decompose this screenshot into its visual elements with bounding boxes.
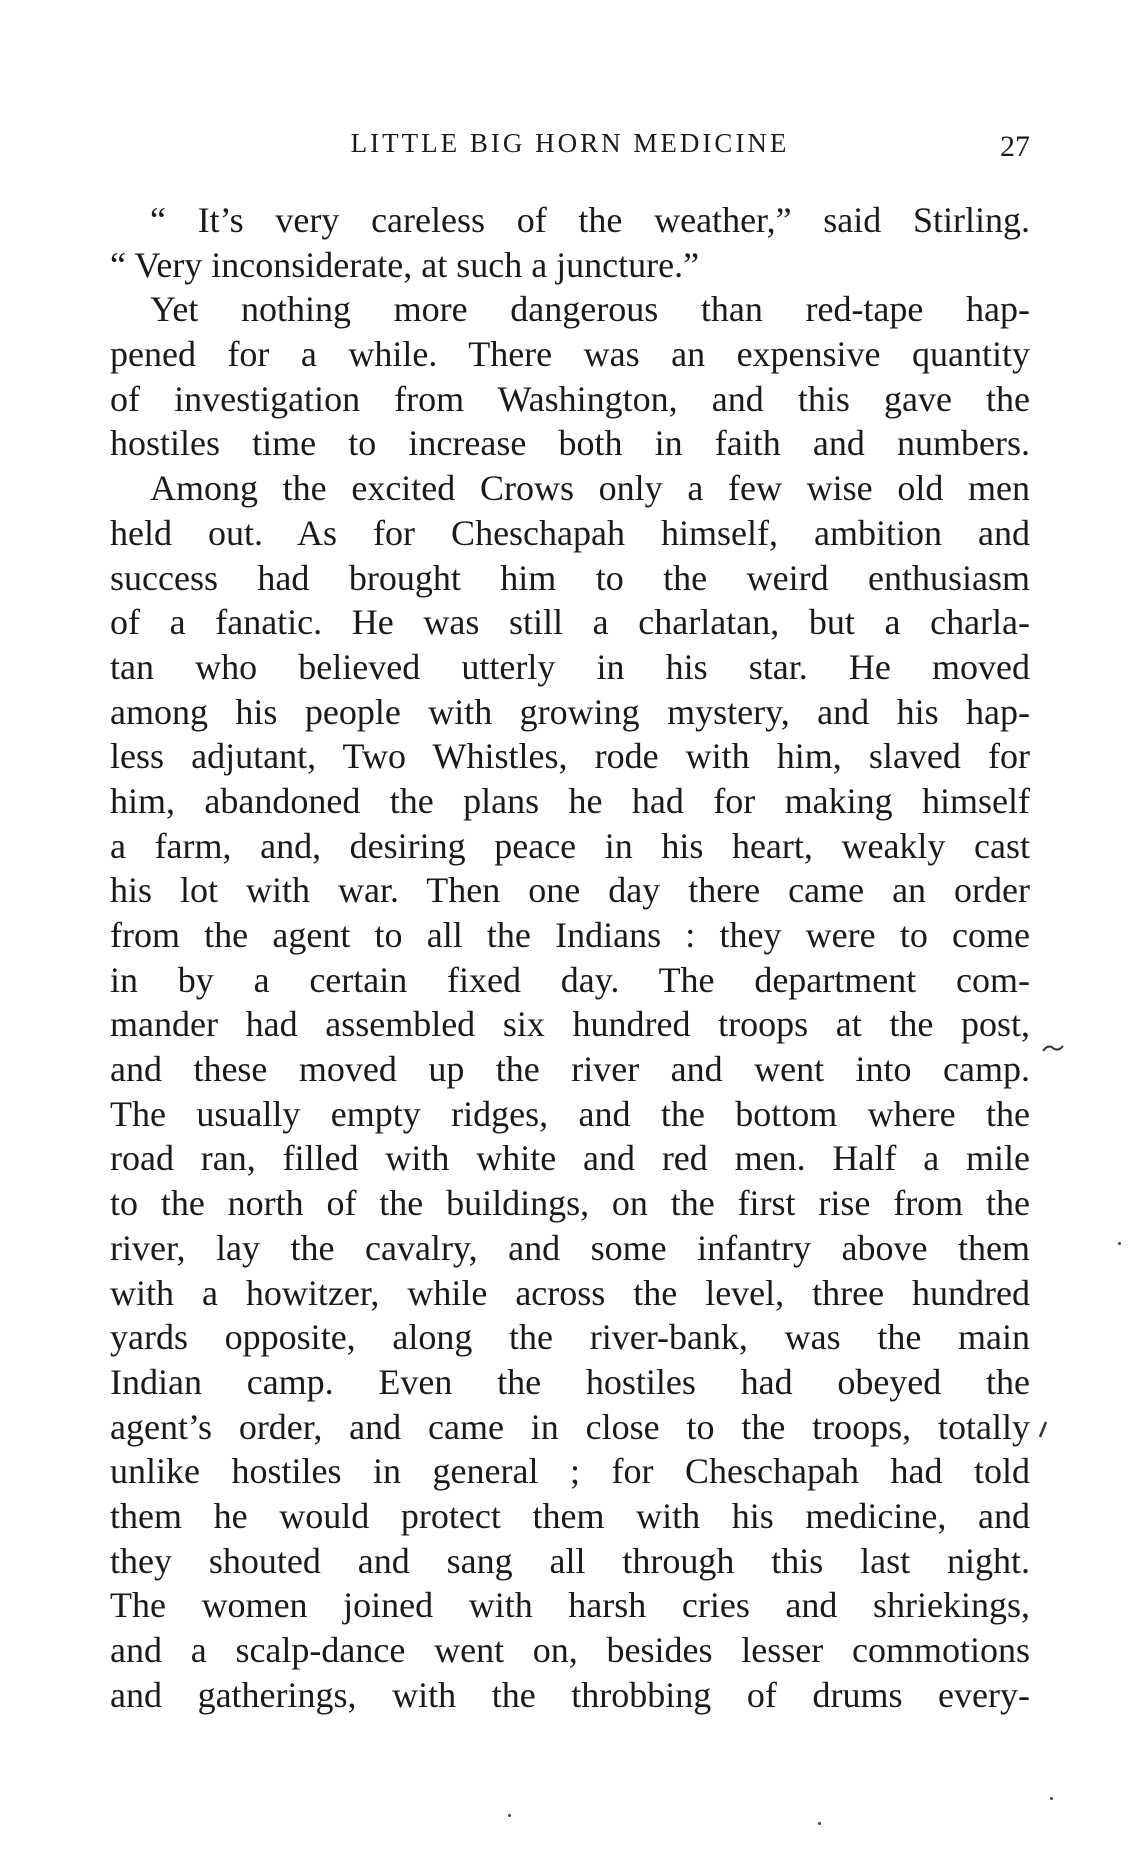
- text-line: road ran, filled with white and red men. Half a mile: [110, 1138, 1030, 1179]
- text-line: of a fanatic. He was still a charlatan, but a charla-: [110, 602, 1030, 643]
- body-text: [110, 198, 1030, 1717]
- margin-dot: [508, 1814, 511, 1817]
- text-line: The women joined with harsh cries and shriekings,: [110, 1585, 1030, 1626]
- text-line: his lot with war. Then one day there came an order: [110, 870, 1030, 911]
- text-line: with a howitzer, while across the level, three hundred: [110, 1272, 1030, 1313]
- text-line: in by a certain fixed day. The department com-: [110, 959, 1030, 1000]
- text-line: pened for a while. There was an expensive quantity: [110, 334, 1030, 375]
- margin-tilde-mark: [1042, 1042, 1064, 1054]
- margin-dot: [1050, 1797, 1053, 1800]
- text-line: Yet nothing more dangerous than red-tape hap-: [150, 289, 1030, 330]
- text-line: unlike hostiles in general ; for Cheschapah had told: [110, 1451, 1030, 1492]
- text-line: less adjutant, Two Whistles, rode with him, slaved for: [110, 736, 1030, 777]
- text-line: The usually empty ridges, and the bottom where the: [110, 1093, 1030, 1134]
- text-line: success had brought him to the weird enthusiasm: [110, 557, 1030, 598]
- text-line: “ It’s very careless of the weather,” said Stirling.: [150, 200, 1030, 240]
- running-head: LITTLE BIG HORN MEDICINE: [350, 128, 790, 158]
- page-header: [110, 128, 1030, 168]
- text-line: Among the excited Crows only a few wise old men: [150, 468, 1030, 509]
- text-line: them he would protect them with his medicine, and: [110, 1495, 1030, 1536]
- margin-dot: [1118, 1242, 1121, 1245]
- text-line: him, abandoned the plans he had for making himself: [110, 780, 1030, 821]
- text-line: from the agent to all the Indians : they were to come: [110, 915, 1030, 955]
- text-line: agent’s order, and came in close to the troops, totally: [110, 1406, 1030, 1447]
- text-line: to the north of the buildings, on the first rise from the: [110, 1183, 1030, 1224]
- text-line: among his people with growing mystery, and his hap-: [110, 691, 1030, 732]
- margin-dot: [818, 1822, 821, 1825]
- text-line: river, lay the cavalry, and some infantry above them: [110, 1227, 1030, 1268]
- text-line: held out. As for Cheschapah himself, ambition and: [110, 512, 1030, 553]
- text-line: they shouted and sang all through this last night.: [110, 1540, 1030, 1581]
- text-line: and these moved up the river and went into camp.: [110, 1049, 1030, 1090]
- text-line: and a scalp-dance went on, besides lesser commotions: [110, 1630, 1030, 1670]
- text-line: “ Very inconsiderate, at such a juncture.”: [110, 244, 700, 285]
- text-line: a farm, and, desiring peace in his heart, weakly cast: [110, 825, 1030, 866]
- text-line: of investigation from Washington, and this gave the: [110, 378, 1030, 419]
- text-line: tan who believed utterly in his star. He moved: [110, 646, 1030, 687]
- text-line: mander had assembled six hundred troops at the post,: [110, 1004, 1030, 1045]
- text-line: hostiles time to increase both in faith and numbers.: [110, 423, 1030, 464]
- page-number: 27: [1000, 130, 1030, 163]
- text-line: and gatherings, with the throbbing of drums every-: [110, 1674, 1030, 1715]
- text-line: Indian camp. Even the hostiles had obeyed the: [110, 1361, 1030, 1402]
- margin-comma-mark: [1036, 1420, 1050, 1440]
- text-line: yards opposite, along the river-bank, was the main: [110, 1317, 1030, 1358]
